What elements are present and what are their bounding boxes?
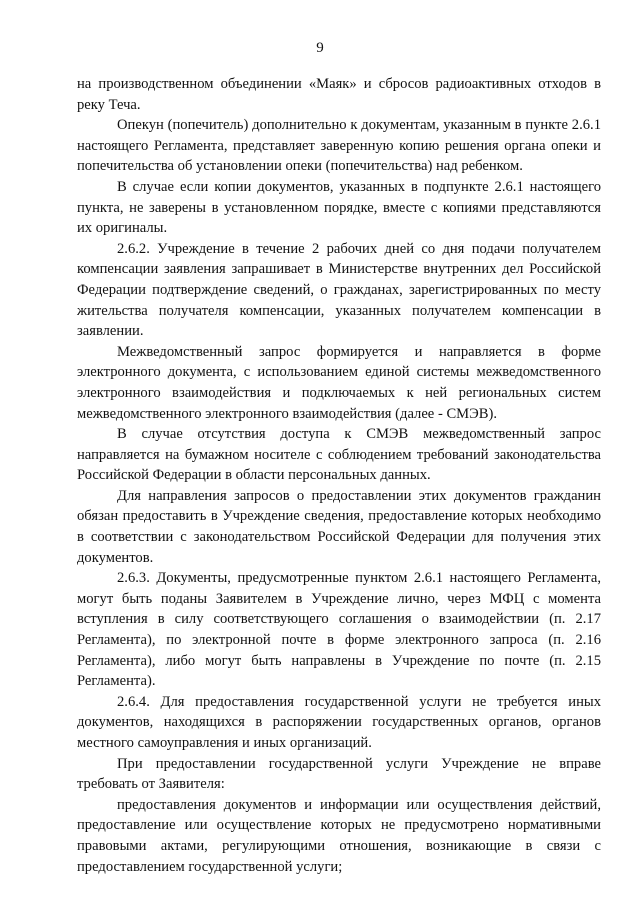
paragraph-4: 2.6.2. Учреждение в течение 2 рабочих дней со дня подачи получателем компенсации заявления запрашивает в Министерстве внутренних дел Российской Федерации подтверждение сведений, о гражданах, зарегистрированных по месту жительства получателя компенсации, указанных получателем компенсации в заявлении. xyxy=(77,240,601,340)
paragraph-6: В случае отсутствия доступа к СМЭВ межведомственный запрос направляется на бумажном носителе с соблюдением требований законодательства Российской Федерации в области персональных данных. xyxy=(77,426,601,484)
document-body xyxy=(77,74,601,877)
page-number: 9 xyxy=(316,40,324,56)
paragraph-11: предоставления документов и информации или осуществления действий, предоставление или осуществление которых не предусмотрено нормативными правовыми актами, регулирующими отношения, возникающие в связи с предоставлением государственной услуги; xyxy=(77,796,601,875)
paragraph-7: Для направления запросов о предоставлении этих документов гражданин обязан предоставить в Учреждение сведения, предоставление которых необходимо в соответствии с законодательством Российской Федерации для получения этих документов. xyxy=(77,487,601,566)
paragraph-8: 2.6.3. Документы, предусмотренные пунктом 2.6.1 настоящего Регламента, могут быть поданы Заявителем в Учреждение лично, через МФЦ с момента вступления в силу соответствующего соглашения о взаимодействии (п. 2.17 Регламента), по электронной почте в форме электронного запроса (п. 2.16 Регламента), либо могут быть направлены в Учреждение по почте (п. 2.15 Регламента). xyxy=(77,570,601,690)
paragraph-9: 2.6.4. Для предоставления государственной услуги не требуется иных документов, находящихся в распоряжении государственных органов, органов местного самоуправления и иных организаций. xyxy=(77,693,601,751)
paragraph-5: Межведомственный запрос формируется и направляется в форме электронного документа, с использованием единой системы межведомственного электронного взаимодействия и подключаемых к ней региональных систем межведомственного электронного взаимодействия (далее - СМЭВ). xyxy=(77,343,601,422)
paragraph-10: При предоставлении государственной услуги Учреждение не вправе требовать от Заявителя: xyxy=(77,755,601,793)
paragraph-3: В случае если копии документов, указанных в подпункте 2.6.1 настоящего пункта, не заверены в установленном порядке, вместе с копиями представляются их оригиналы. xyxy=(77,178,601,237)
paragraph-1: на производственном объединении «Маяк» и сбросов радиоактивных отходов в реку Теча. xyxy=(77,76,601,113)
paragraph-2: Опекун (попечитель) дополнительно к документам, указанным в пункте 2.6.1 настоящего Регламента, представляет заверенную копию решения органа опеки и попечительства об установлении опеки (попечительства) над ребенком. xyxy=(77,117,601,175)
